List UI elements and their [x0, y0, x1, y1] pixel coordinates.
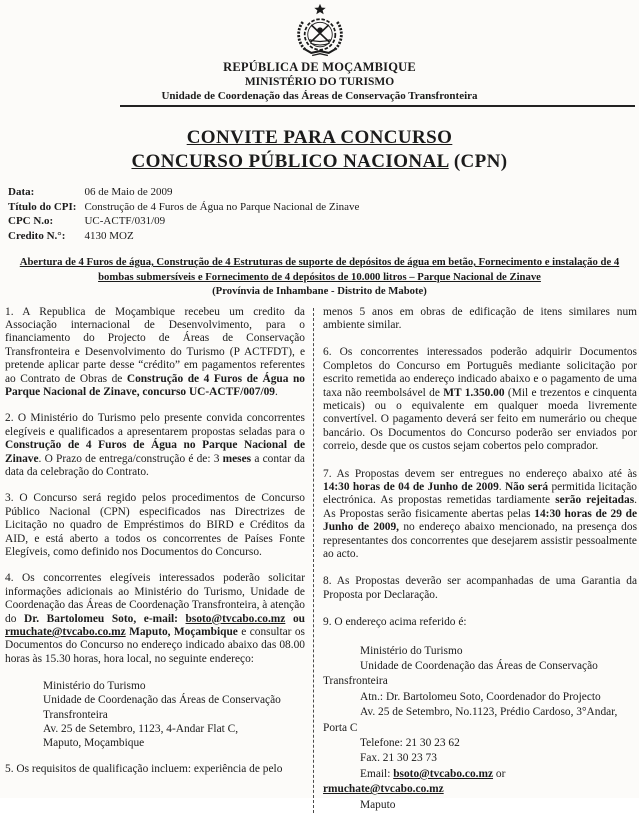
address-line: Unidade de Coordenação das Áreas de Conservação Transfronteira: [323, 659, 637, 690]
title-line-1-text: CONVITE PARA CONCURSO: [187, 127, 453, 148]
paragraph-8: 8. As Propostas deverão ser acompanhadas de uma Garantia da Proposta por Declaração.: [323, 575, 637, 602]
meta-label: Título do CPI:: [8, 200, 84, 215]
text-segment: Não será: [505, 481, 548, 493]
star-icon: [314, 4, 325, 14]
unit-name-wrap: [0, 90, 639, 109]
unit-name: Unidade de Coordenação das Áreas de Conservação Transfronteira: [0, 90, 639, 102]
paragraph-5: 5. Os requisitos de qualificação incluem: experiência de pelo: [5, 763, 305, 776]
text-segment: a contar da data da celebração do Contrato.: [5, 453, 305, 478]
contact-address-right: [323, 644, 637, 813]
text-segment: 14:30 horas de 29 de Junho de 2009,: [323, 508, 637, 533]
text-segment: . O Prazo de entrega/construção é de: 3: [39, 453, 223, 465]
document-body: [0, 306, 639, 813]
document-header: [0, 0, 639, 109]
right-column: [323, 306, 637, 813]
paragraph-7: [323, 468, 637, 562]
republic-name: REPÚBLICA DE MOÇAMBIQUE: [0, 60, 639, 75]
address-line-telephone: Telefone: 21 30 23 62: [323, 736, 637, 751]
document-title: [0, 126, 639, 174]
contact-address-left: [43, 679, 305, 750]
address-line-city: Maputo: [323, 798, 637, 813]
meta-row-cpc-number: [8, 214, 359, 229]
address-line-email: [323, 767, 637, 782]
text-segment: permitida licitação electrónica. As propostas remetidas tardiamente: [323, 481, 637, 506]
text-segment: 1. A Republica de Moçambique recebeu um credito da Associação internacional de Desenvolvimento, para o financiamento do Projecto de Áreas de Conservação Transfronteira e Desenvolvimento do Turismo (P ACTFDT), e pretende aplicar parte desse “crédito” em pagamentos referentes ao Contrato de Obras de: [5, 306, 305, 385]
meta-row-cpi-title: [8, 200, 359, 215]
meta-value: Construção de 4 Furos de Água no Parque Nacional de Zinave: [84, 200, 359, 215]
text-segment: 4. Os concorrentes elegíveis interessados poderão solicitar informações adicionais ao Ministério do Turismo, Unidade de Coordenação das Áreas de Coordenação Transfronteira, à atenção do: [5, 572, 305, 624]
email-bsoto: bsoto@tvcabo.co.mz: [186, 613, 286, 625]
title-line-2: [0, 150, 639, 174]
text-segment: 3. O Concurso será regido pelos procedimentos de Concurso Público Nacional (CPN) especificados nas Directrizes de Licitação no quadro de Empréstimos do BIRD e Créditos da AID, e está aberto a todos os concorrentes de Países Fonte Elegíveis, como definido nos Documentos do Concurso.: [5, 492, 305, 558]
text-segment: .: [499, 481, 505, 493]
address-line-email-2: [323, 782, 637, 797]
text-segment: serão rejeitadas: [555, 494, 634, 506]
email-rmuchate: rmuchate@tvcabo.co.mz: [5, 626, 126, 638]
address-line: Av. 25 de Setembro, 1123, 4-Andar Flat C,: [43, 722, 305, 736]
address-line: Maputo, Moçambique: [43, 736, 305, 750]
tender-banner: [3, 255, 637, 299]
paragraph-6: [323, 346, 637, 453]
title-line-2-text: CONCURSO PÚBLICO NACIONAL: [131, 151, 448, 172]
text-segment: Construção de 4 Furos de Água no Parque Nacional de Zinave: [5, 439, 305, 464]
email-rmuchate: rmuchate@tvcabo.co.mz: [323, 783, 444, 795]
address-line: Ministério do Turismo: [43, 679, 305, 693]
mozambique-coat-of-arms-icon: [0, 3, 639, 59]
tender-banner-subtitle: (Provínvia de Inhambane - Distrito de Mabote): [212, 285, 427, 297]
meta-row-date: [8, 185, 359, 200]
paragraph-1: [5, 306, 305, 400]
paragraph-5-continuation: menos 5 anos em obras de edificação de itens similares num ambiente similar.: [323, 306, 637, 333]
text-segment: 2. O Ministério do Turismo pelo presente convida concorrentes elegíveis e qualificados a apresentarem propostas seladas para o: [5, 412, 305, 437]
meta-label: Credito N.°:: [8, 229, 84, 244]
address-line: Atn.: Dr. Bartolomeu Soto, Coordenador do Projecto: [323, 690, 637, 705]
email-bsoto: bsoto@tvcabo.co.mz: [393, 768, 493, 780]
paragraph-2: [5, 412, 305, 479]
meta-value: 4130 MOZ: [84, 229, 359, 244]
text-segment: . As Propostas serão fisicamente abertas pelas: [323, 494, 637, 519]
address-line: Av. 25 de Setembro, No.1123, Prédio Cardoso, 3°Andar, Porta C: [323, 705, 637, 736]
text-segment: 14:30 horas de 04 de Junho de 2009: [323, 481, 499, 493]
text-segment: (Mil e trezentos e cinquenta meticais) ou o equivalente em qualquer moeda livremente convertível. O pagamento deverá ser feito em numerário ou cheque bancário. Os Documentos do Concurso poderão ser enviados por correio, desde que os custos sejam cobertos pelo comprador.: [323, 387, 637, 453]
paragraph-4: [5, 572, 305, 666]
text-segment: e consultar os Documentos do Concurso no endereço indicado abaixo das 08.00 horas às 15.30 horas, hora local, no seguinte endereço:: [5, 626, 305, 665]
meta-value: UC-ACTF/031/09: [84, 214, 359, 229]
text-segment: or: [493, 768, 505, 780]
header-rule: [120, 105, 635, 107]
column-divider: [313, 308, 314, 813]
meta-row-credit-number: [8, 229, 359, 244]
tender-banner-main: Abertura de 4 Furos de água, Construção de 4 Estruturas de suporte de depósitos de água em betão, Fornecimento e instalação de 4 bombas submersíveis e Fornecimento de 4 depósitos de 10.000 litros – Parque Nacional de Zinave: [20, 256, 619, 283]
text-segment: Maputo, Moçambique: [126, 626, 238, 638]
meta-table: [8, 185, 359, 243]
text-segment: MT 1.350.00: [443, 387, 504, 399]
title-line-2-suffix: (CPN): [449, 151, 508, 172]
ministry-name: MINISTÉRIO DO TURISMO: [0, 76, 639, 88]
meta-label: Data:: [8, 185, 84, 200]
meta-label: CPC N.o:: [8, 214, 84, 229]
meta-value: 06 de Maio de 2009: [84, 185, 359, 200]
text-segment: Construção de 4 Furos de Água no Parque Nacional de Zinave, concurso UC-ACTF/007/09: [5, 373, 305, 398]
title-line-1: [0, 126, 639, 150]
text-segment: 7. As Propostas devem ser entregues no endereço abaixo até às: [323, 468, 637, 480]
paragraph-9: 9. O endereço acima referido é:: [323, 616, 637, 629]
left-column: [5, 306, 305, 813]
text-segment: 6. Os concorrentes interessados poderão adquirir Documentos Completos do Concurso em Português mediante solicitação por escrito remetida ao endereço indicado abaixo e o pagamento de uma taxa não reembolsável de: [323, 346, 637, 398]
paragraph-3: [5, 492, 305, 559]
text-segment: .: [275, 386, 278, 398]
text-segment: no endereço abaixo mencionado, na presença dos representantes dos concorrentes que desejarem assistir pessoalmente ao acto.: [323, 521, 637, 560]
address-line: Ministério do Turismo: [323, 644, 637, 659]
text-segment: Email:: [360, 768, 393, 780]
address-line-fax: Fax. 21 30 23 73: [323, 751, 637, 766]
text-segment: meses: [223, 453, 251, 465]
text-segment: ou: [285, 613, 305, 625]
text-segment: Dr. Bartolomeu Soto, e-mail:: [24, 613, 186, 625]
address-line: Unidade de Coordenação das Áreas de Conservação Transfronteira: [43, 693, 305, 721]
